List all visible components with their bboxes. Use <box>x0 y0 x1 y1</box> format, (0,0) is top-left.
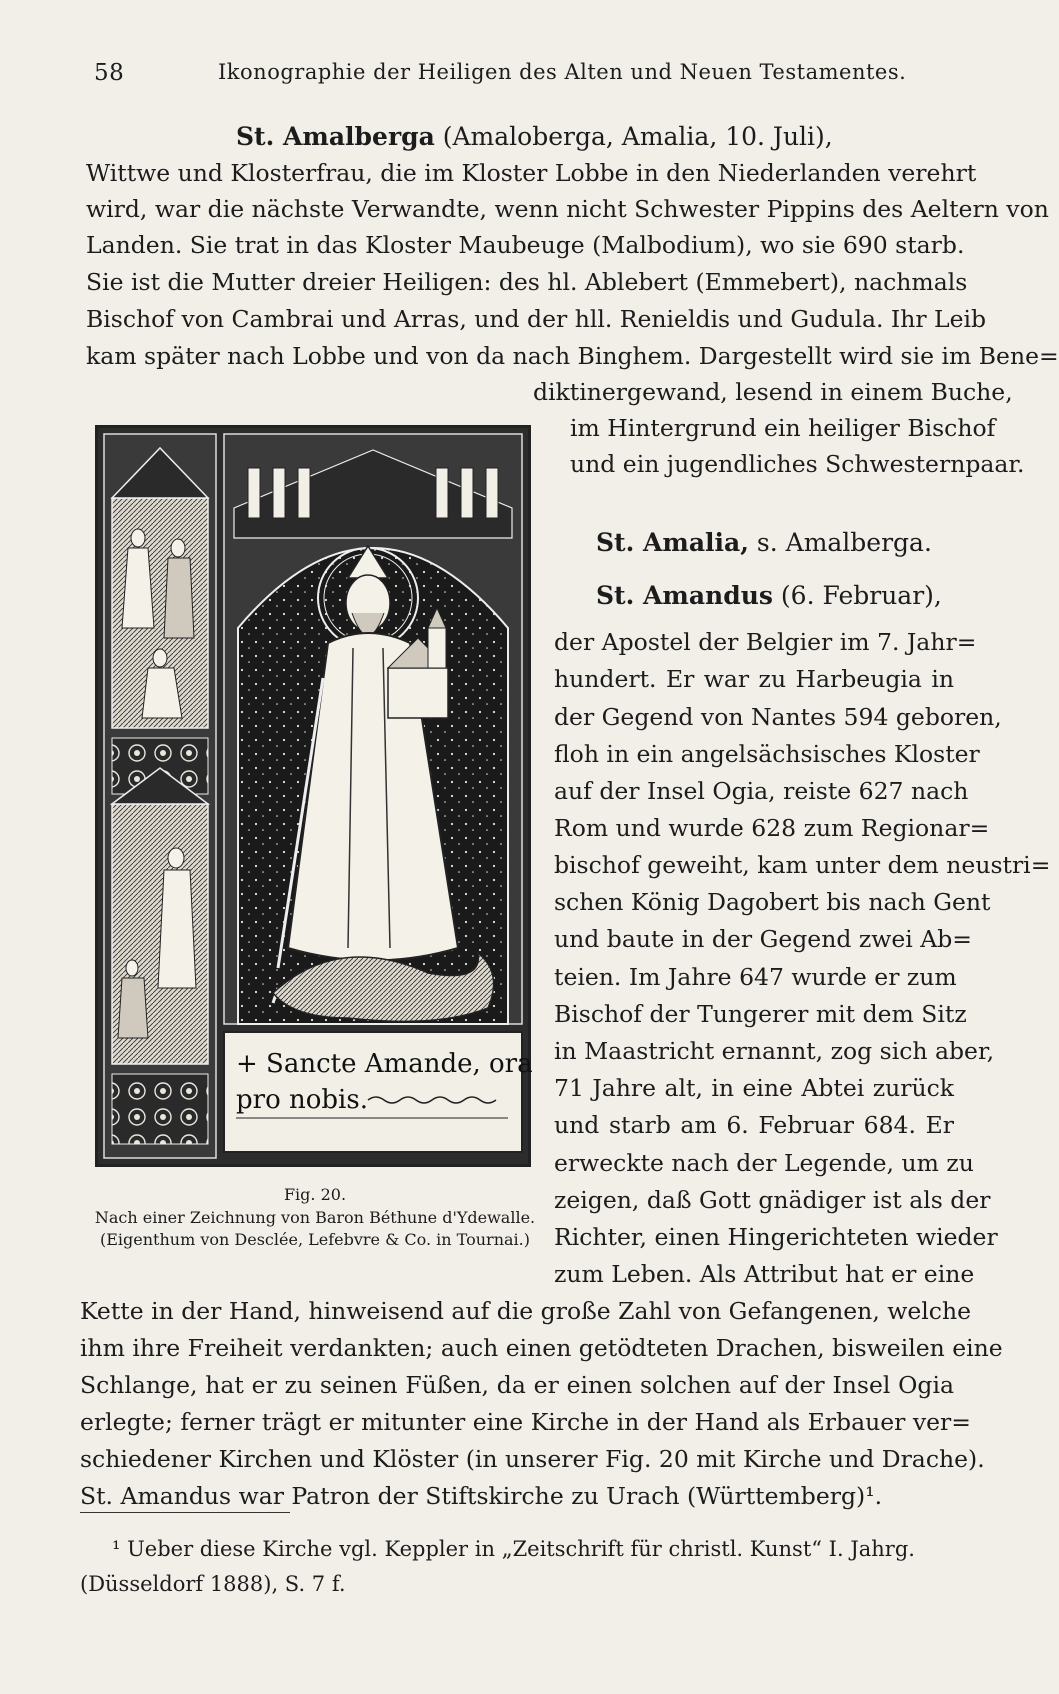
footnote-line-1: ¹ Ueber diese Kirche vgl. Keppler in „Zeitschrift für christl. Kunst“ I. Jahrg. <box>112 1537 915 1561</box>
text-line: schiedener Kirchen und Klöster (in unserer Fig. 20 mit Kirche und Drache). <box>80 1445 985 1473</box>
text-line: und baute in der Gegend zwei Ab= <box>554 925 972 953</box>
figure-engraving <box>95 425 531 1167</box>
text-line: floh in ein angelsächsisches Kloster <box>554 740 980 768</box>
text-line: hundert. Er war zu Harbeugia in <box>554 665 954 693</box>
footnote-divider <box>80 1512 290 1513</box>
text-line: ihm ihre Freiheit verdankten; auch einen getödteten Drachen, bisweilen eine <box>80 1334 1003 1362</box>
footnote-line-2: (Düsseldorf 1888), S. 7 f. <box>80 1572 346 1596</box>
figure-caption-line-1: Nach einer Zeichnung von Baron Béthune d'Ydewalle. <box>94 1208 536 1227</box>
text-line: erweckte nach der Legende, um zu <box>554 1149 974 1177</box>
text-line: wird, war die nächste Verwandte, wenn nicht Schwester Pippins des Aeltern von <box>86 195 1049 223</box>
text-line: 71 Jahre alt, in eine Abtei zurück <box>554 1074 954 1102</box>
inscription-line-1: + Sancte Amande, ora <box>236 1049 533 1079</box>
figure-caption-line-2: (Eigenthum von Desclée, Lefebvre & Co. in Tournai.) <box>100 1230 530 1249</box>
text-line: der Gegend von Nantes 594 geboren, <box>554 703 1002 731</box>
heading-amalberga: St. Amalberga (Amaloberga, Amalia, 10. Juli), <box>236 122 833 151</box>
text-line: zum Leben. Als Attribut hat er eine <box>554 1260 975 1288</box>
text-line: zeigen, daß Gott gnädiger ist als der <box>554 1186 991 1214</box>
text-line: auf der Insel Ogia, reiste 627 nach <box>554 777 969 805</box>
text-line: Rom und wurde 628 zum Regionar= <box>554 814 990 842</box>
page-number: 58 <box>94 60 125 86</box>
text-line: Landen. Sie trat in das Kloster Maubeuge (Malbodium), wo sie 690 starb. <box>86 231 965 259</box>
text-line: erlegte; ferner trägt er mitunter eine Kirche in der Hand als Erbauer ver= <box>80 1408 971 1436</box>
text-line: Kette in der Hand, hinweisend auf die große Zahl von Gefangenen, welche <box>80 1297 972 1325</box>
text-line: und starb am 6. Februar 684. Er <box>554 1111 954 1139</box>
text-line: in Maastricht ernannt, zog sich aber, <box>554 1037 995 1065</box>
text-line: kam später nach Lobbe und von da nach Binghem. Dargestellt wird sie im Bene= <box>86 342 1059 370</box>
text-line: Richter, einen Hingerichteten wieder <box>554 1223 998 1251</box>
text-line: Bischof der Tungerer mit dem Sitz <box>554 1000 967 1028</box>
text-line: Sie ist die Mutter dreier Heiligen: des hl. Ablebert (Emmebert), nachmals <box>86 268 968 296</box>
engraving-illustration <box>98 428 533 1164</box>
text-line: Schlange, hat er zu seinen Füßen, da er einen solchen auf der Insel Ogia <box>80 1371 954 1399</box>
figure-label: Fig. 20. <box>283 1185 347 1204</box>
text-line: und ein jugendliches Schwesternpaar. <box>570 450 1025 478</box>
heading-amandus: St. Amandus (6. Februar), <box>596 581 942 610</box>
text-line: Bischof von Cambrai und Arras, und der hll. Renieldis und Gudula. Ihr Leib <box>86 305 987 333</box>
text-line: im Hintergrund ein heiliger Bischof <box>570 414 996 442</box>
text-line: bischof geweiht, kam unter dem neustri= <box>554 851 1051 879</box>
text-line: schen König Dagobert bis nach Gent <box>554 888 991 916</box>
heading-amalia: St. Amalia, s. Amalberga. <box>596 528 932 557</box>
text-line: der Apostel der Belgier im 7. Jahr= <box>554 628 977 656</box>
text-line: diktinergewand, lesend in einem Buche, <box>533 378 1013 406</box>
text-line: teien. Im Jahre 647 wurde er zum <box>554 963 957 991</box>
text-line: St. Amandus war Patron der Stiftskirche zu Urach (Württemberg)¹. <box>80 1482 883 1510</box>
inscription-line-2: pro nobis. <box>236 1085 368 1115</box>
running-title: Ikonographie der Heiligen des Alten und Neuen Testamentes. <box>218 60 907 84</box>
text-line: Wittwe und Klosterfrau, die im Kloster Lobbe in den Niederlanden verehrt <box>86 159 977 187</box>
